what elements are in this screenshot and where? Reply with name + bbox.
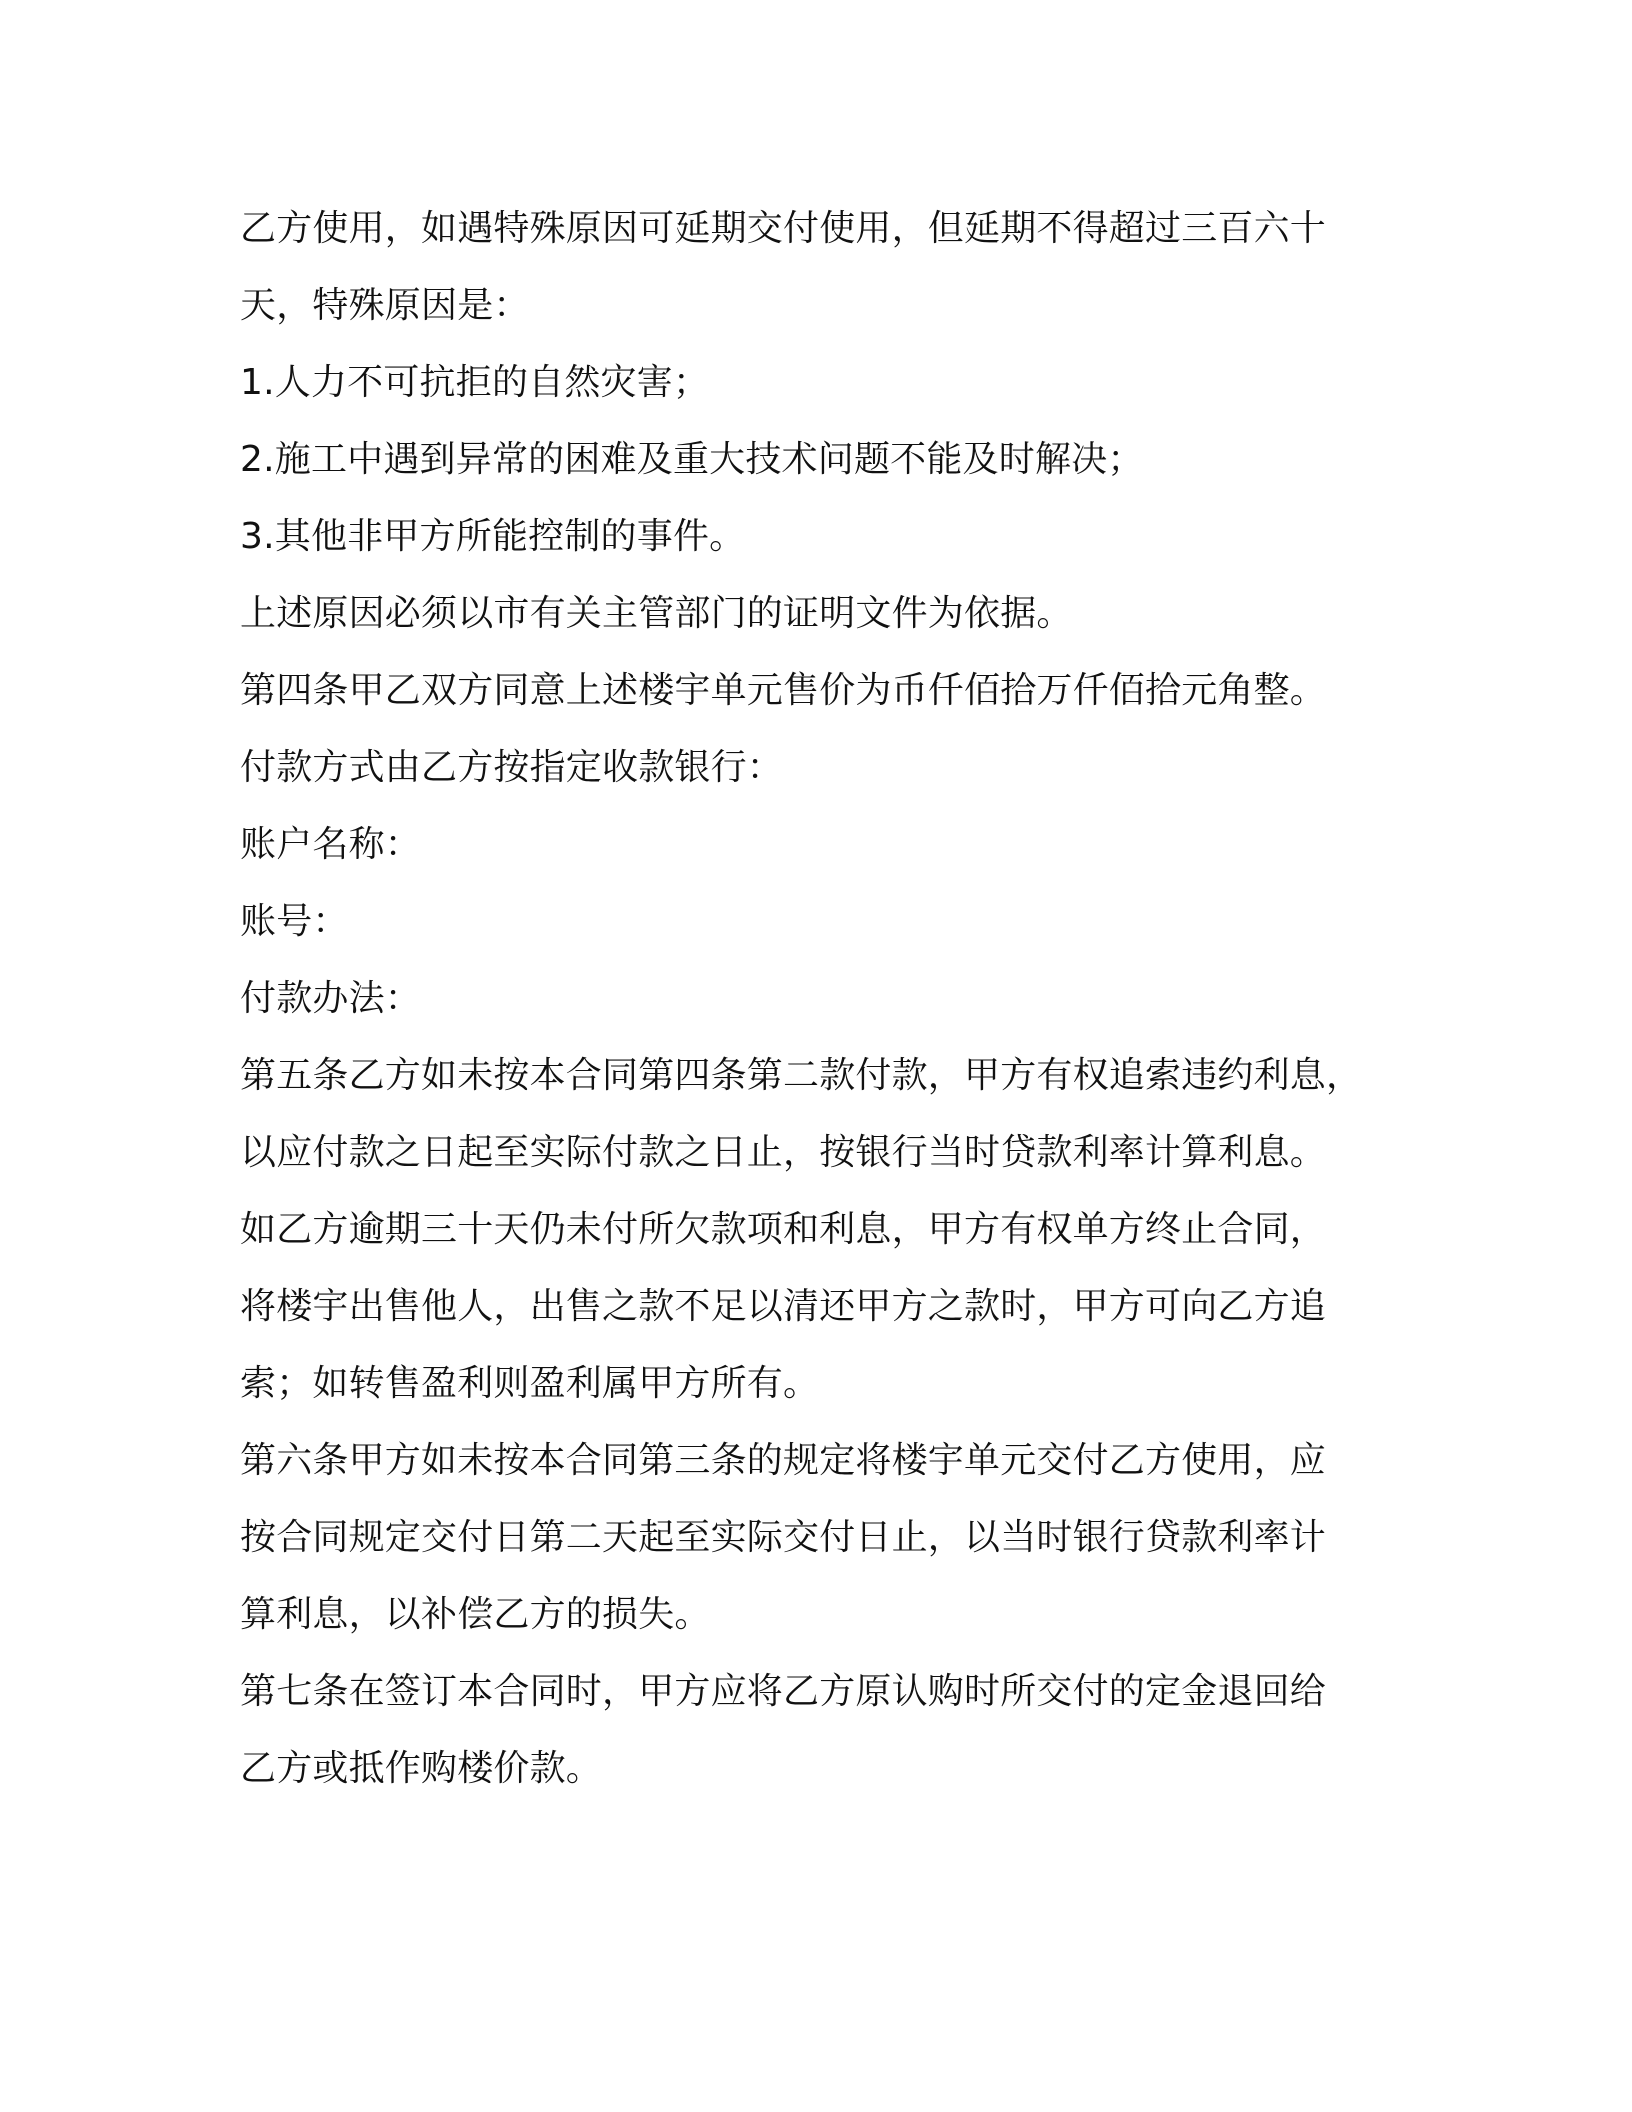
list-item: 2.施工中遇到异常的困难及重大技术问题不能及时解决； [240,439,1144,480]
text-line: 算利息，以补偿乙方的损失。 [240,1594,711,1635]
account-name-field: 账户名称： [240,824,422,865]
text-line: 索；如转售盈利则盈利属甲方所有。 [240,1363,820,1404]
text-line: 付款方式由乙方按指定收款银行： [240,747,784,788]
article-7: 第七条在签订本合同时，甲方应将乙方原认购时所交付的定金退回给 [240,1671,1327,1712]
text-line: 如乙方逾期三十天仍未付所欠款项和利息，甲方有权单方终止合同， [240,1209,1327,1250]
text-line: 乙方或抵作购楼价款。 [240,1748,603,1789]
text-line: 以应付款之日起至实际付款之日止，按银行当时贷款利率计算利息。 [240,1132,1327,1173]
list-item: 3.其他非甲方所能控制的事件。 [240,516,746,557]
text-line: 乙方使用，如遇特殊原因可延期交付使用，但延期不得超过三百六十 [240,208,1327,249]
document-body [240,190,1390,1807]
list-item: 1.人力不可抗拒的自然灾害； [240,362,710,403]
account-number-field: 账号： [240,901,349,942]
article-6: 第六条甲方如未按本合同第三条的规定将楼宇单元交付乙方使用，应 [240,1440,1327,1481]
text-line: 上述原因必须以市有关主管部门的证明文件为依据。 [240,593,1073,634]
article-4: 第四条甲乙双方同意上述楼宇单元售价为币仟佰拾万仟佰拾元角整。 [240,670,1327,711]
text-line: 按合同规定交付日第二天起至实际交付日止，以当时银行贷款利率计 [240,1517,1327,1558]
text-line: 将楼宇出售他人，出售之款不足以清还甲方之款时，甲方可向乙方追 [240,1286,1327,1327]
article-5: 第五条乙方如未按本合同第四条第二款付款，甲方有权追索违约利息， [240,1055,1363,1096]
payment-method-field: 付款办法： [240,978,422,1019]
text-line: 天，特殊原因是： [240,285,530,326]
